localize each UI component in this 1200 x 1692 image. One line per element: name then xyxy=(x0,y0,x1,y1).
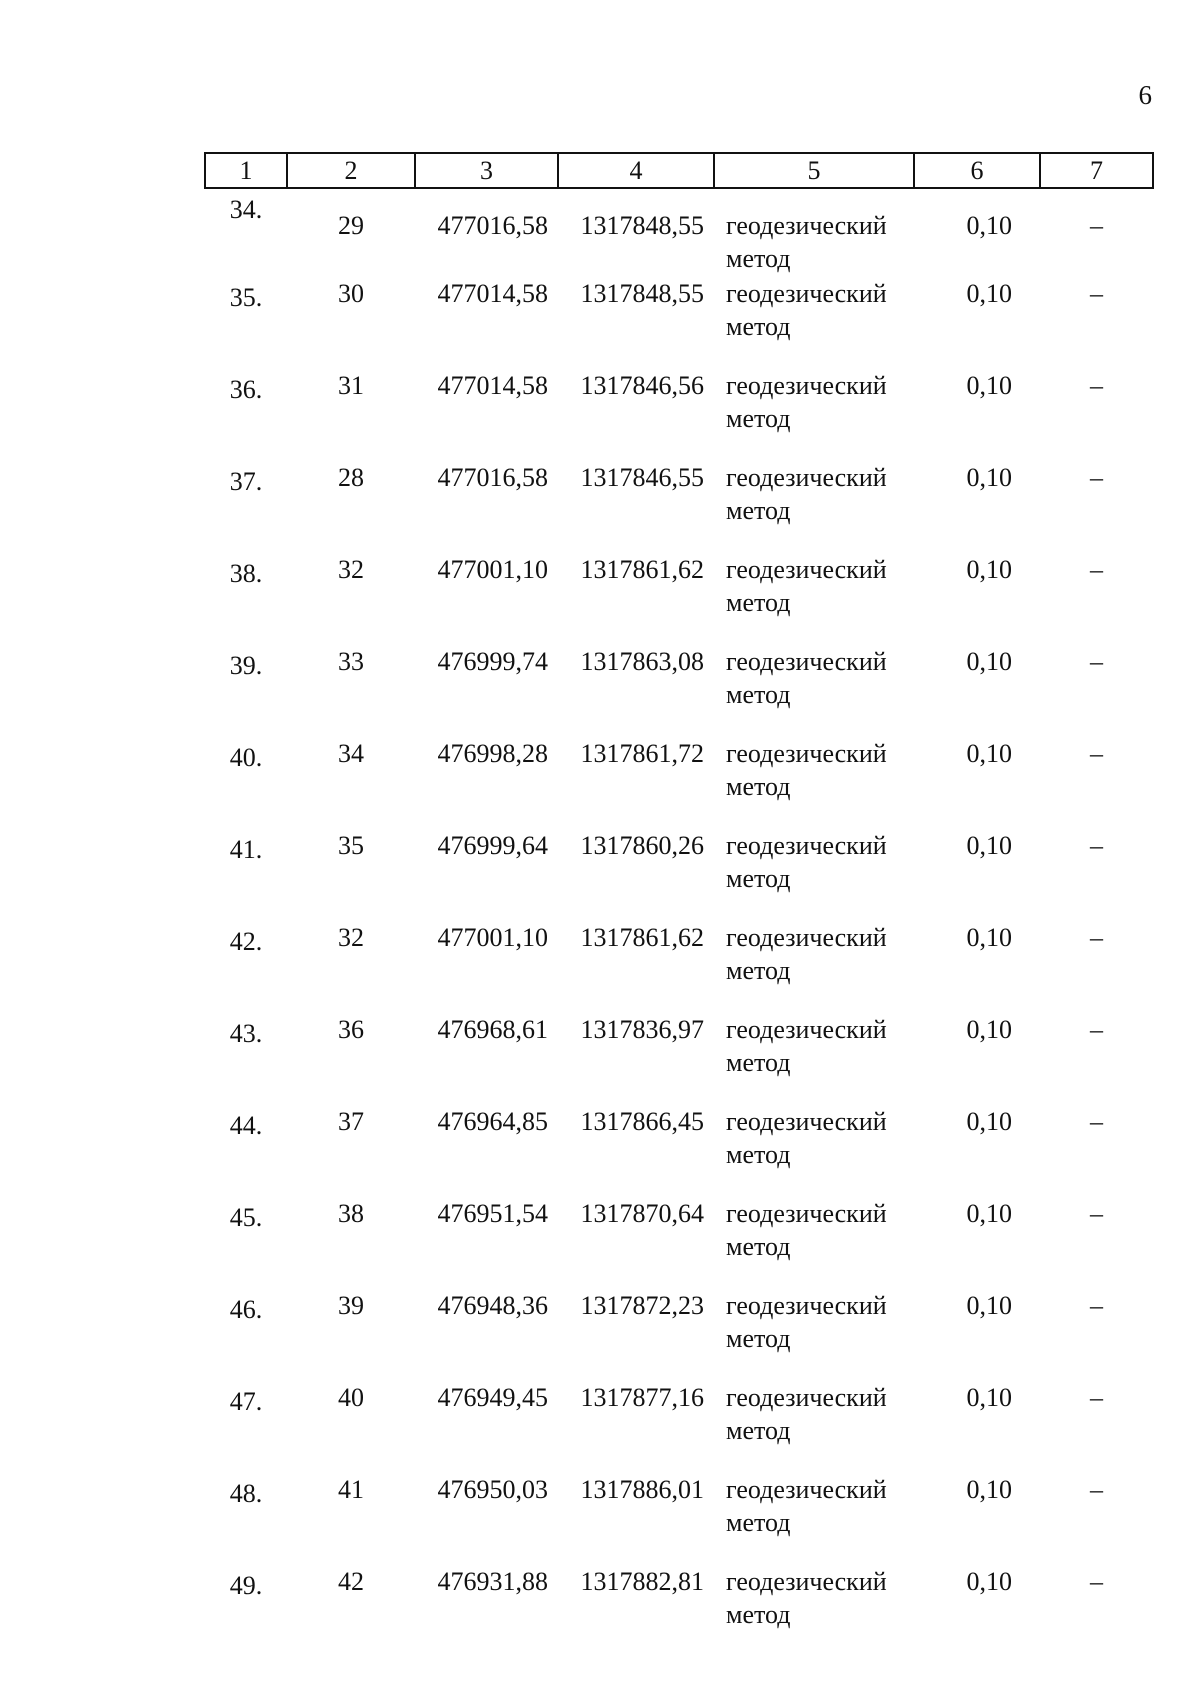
coordinate-y-cell: 1317872,23 xyxy=(580,1291,704,1320)
method-line-1: геодезический xyxy=(726,1291,887,1320)
method-line-1: геодезический xyxy=(726,739,887,768)
method-line-1: геодезический xyxy=(726,211,887,240)
row-number-cell: 41. xyxy=(229,835,263,864)
coordinate-x-cell: 476964,85 xyxy=(437,1107,548,1136)
method-line-1: геодезический xyxy=(726,647,887,676)
coordinate-x-cell: 476931,88 xyxy=(437,1567,548,1596)
coordinate-y-cell: 1317886,01 xyxy=(580,1475,704,1504)
method-cell xyxy=(714,1013,914,1105)
method-line-1: геодезический xyxy=(726,279,887,308)
row-number-cell: 48. xyxy=(229,1479,263,1508)
table-row xyxy=(205,461,1153,553)
note-cell: – xyxy=(1090,1015,1103,1044)
note-cell: – xyxy=(1090,1383,1103,1412)
method-line-1: геодезический xyxy=(726,923,887,952)
coordinate-x-cell: 476999,64 xyxy=(437,831,548,860)
table-row xyxy=(205,1289,1153,1381)
point-number-cell: 34 xyxy=(338,739,364,768)
note-cell: – xyxy=(1090,279,1103,308)
point-number-cell: 30 xyxy=(338,279,364,308)
page-number: 6 xyxy=(1138,80,1152,110)
coordinate-x-cell: 477001,10 xyxy=(437,923,548,952)
row-number-cell: 40. xyxy=(229,743,263,772)
row-number-cell: 42. xyxy=(229,927,263,956)
row-number-cell: 35. xyxy=(229,283,263,312)
point-number-cell: 37 xyxy=(338,1107,364,1136)
table-row xyxy=(205,737,1153,829)
method-cell xyxy=(714,737,914,829)
coordinate-x-cell: 476999,74 xyxy=(437,647,548,676)
note-cell: – xyxy=(1090,831,1103,860)
point-number-cell: 29 xyxy=(338,211,364,240)
method-line-2: метод xyxy=(726,312,791,341)
note-cell: – xyxy=(1090,211,1103,240)
coordinates-table xyxy=(204,152,1154,1657)
note-cell: – xyxy=(1090,923,1103,952)
coordinate-x-cell: 476998,28 xyxy=(437,739,548,768)
table-header-row xyxy=(205,153,1153,188)
note-cell: – xyxy=(1090,1567,1103,1596)
method-cell xyxy=(714,921,914,1013)
method-line-2: метод xyxy=(726,772,791,801)
coordinate-x-cell: 476950,03 xyxy=(437,1475,548,1504)
table-row xyxy=(205,921,1153,1013)
method-cell xyxy=(714,1473,914,1565)
table-row xyxy=(205,829,1153,921)
coordinate-x-cell: 476948,36 xyxy=(437,1291,548,1320)
method-line-2: метод xyxy=(726,1232,791,1261)
note-cell: – xyxy=(1090,555,1103,584)
coordinate-y-cell: 1317848,55 xyxy=(580,211,704,240)
method-line-2: метод xyxy=(726,1140,791,1169)
method-cell xyxy=(714,277,914,369)
row-number-cell: 49. xyxy=(229,1571,263,1600)
note-cell: – xyxy=(1090,1199,1103,1228)
method-line-2: метод xyxy=(726,588,791,617)
table-row xyxy=(205,553,1153,645)
coordinate-y-cell: 1317846,55 xyxy=(580,463,704,492)
note-cell: – xyxy=(1090,739,1103,768)
method-line-1: геодезический xyxy=(726,1107,887,1136)
accuracy-cell: 0,10 xyxy=(966,555,1012,584)
method-line-1: геодезический xyxy=(726,555,887,584)
accuracy-cell: 0,10 xyxy=(966,1107,1012,1136)
method-line-1: геодезический xyxy=(726,1199,887,1228)
point-number-cell: 39 xyxy=(338,1291,364,1320)
point-number-cell: 33 xyxy=(338,647,364,676)
coordinate-x-cell: 476968,61 xyxy=(437,1015,548,1044)
accuracy-cell: 0,10 xyxy=(966,1475,1012,1504)
coordinate-x-cell: 476949,45 xyxy=(437,1383,548,1412)
method-cell xyxy=(714,1105,914,1197)
table-row xyxy=(205,1381,1153,1473)
point-number-cell: 41 xyxy=(338,1475,364,1504)
point-number-cell: 36 xyxy=(338,1015,364,1044)
row-number-cell: 45. xyxy=(229,1203,263,1232)
coordinate-x-cell: 477014,58 xyxy=(437,279,548,308)
column-header: 2 xyxy=(287,153,415,188)
point-number-cell: 35 xyxy=(338,831,364,860)
method-line-2: метод xyxy=(726,1324,791,1353)
coordinate-y-cell: 1317861,72 xyxy=(580,739,704,768)
accuracy-cell: 0,10 xyxy=(966,647,1012,676)
point-number-cell: 42 xyxy=(338,1567,364,1596)
method-cell xyxy=(714,553,914,645)
table-row xyxy=(205,369,1153,461)
method-line-2: метод xyxy=(726,956,791,985)
note-cell: – xyxy=(1090,647,1103,676)
coordinate-y-cell: 1317861,62 xyxy=(580,555,704,584)
row-number-cell: 39. xyxy=(229,651,263,680)
accuracy-cell: 0,10 xyxy=(966,371,1012,400)
table-row xyxy=(205,1105,1153,1197)
table-row xyxy=(205,645,1153,737)
column-header: 4 xyxy=(558,153,714,188)
point-number-cell: 40 xyxy=(338,1383,364,1412)
accuracy-cell: 0,10 xyxy=(966,211,1012,240)
method-line-2: метод xyxy=(726,864,791,893)
column-header: 6 xyxy=(914,153,1040,188)
method-line-1: геодезический xyxy=(726,1383,887,1412)
table-row xyxy=(205,1013,1153,1105)
accuracy-cell: 0,10 xyxy=(966,1383,1012,1412)
method-cell xyxy=(714,829,914,921)
method-line-2: метод xyxy=(726,244,791,273)
accuracy-cell: 0,10 xyxy=(966,923,1012,952)
point-number-cell: 32 xyxy=(338,923,364,952)
point-number-cell: 28 xyxy=(338,463,364,492)
column-header: 7 xyxy=(1040,153,1153,188)
method-line-2: метод xyxy=(726,1416,791,1445)
column-header: 3 xyxy=(415,153,558,188)
table-row xyxy=(205,1473,1153,1565)
row-number-cell: 34. xyxy=(229,195,263,224)
method-line-2: метод xyxy=(726,680,791,709)
note-cell: – xyxy=(1090,1291,1103,1320)
coordinate-x-cell: 476951,54 xyxy=(437,1199,548,1228)
column-header: 5 xyxy=(714,153,914,188)
note-cell: – xyxy=(1090,1475,1103,1504)
accuracy-cell: 0,10 xyxy=(966,1567,1012,1596)
coordinate-y-cell: 1317870,64 xyxy=(580,1199,704,1228)
row-number-cell: 47. xyxy=(229,1387,263,1416)
row-number-cell: 46. xyxy=(229,1295,263,1324)
method-cell xyxy=(714,1289,914,1381)
point-number-cell: 31 xyxy=(338,371,364,400)
accuracy-cell: 0,10 xyxy=(966,279,1012,308)
accuracy-cell: 0,10 xyxy=(966,463,1012,492)
coordinate-y-cell: 1317866,45 xyxy=(580,1107,704,1136)
row-number-cell: 36. xyxy=(229,375,263,404)
row-number-cell: 37. xyxy=(229,467,263,496)
method-cell xyxy=(714,188,914,277)
column-header: 1 xyxy=(205,153,287,188)
method-cell xyxy=(714,369,914,461)
method-line-1: геодезический xyxy=(726,371,887,400)
method-line-2: метод xyxy=(726,1508,791,1537)
method-line-1: геодезический xyxy=(726,831,887,860)
coordinate-y-cell: 1317860,26 xyxy=(580,831,704,860)
table-row xyxy=(205,1565,1153,1657)
method-cell xyxy=(714,461,914,553)
coordinate-x-cell: 477001,10 xyxy=(437,555,548,584)
coordinate-y-cell: 1317861,62 xyxy=(580,923,704,952)
point-number-cell: 32 xyxy=(338,555,364,584)
accuracy-cell: 0,10 xyxy=(966,739,1012,768)
method-cell xyxy=(714,645,914,737)
table-row xyxy=(205,277,1153,369)
coordinate-y-cell: 1317836,97 xyxy=(580,1015,704,1044)
method-line-1: геодезический xyxy=(726,463,887,492)
coordinate-x-cell: 477016,58 xyxy=(437,463,548,492)
method-line-2: метод xyxy=(726,1048,791,1077)
coordinate-x-cell: 477016,58 xyxy=(437,211,548,240)
coordinate-y-cell: 1317877,16 xyxy=(580,1383,704,1412)
row-number-cell: 38. xyxy=(229,559,263,588)
table-body xyxy=(205,188,1153,1657)
method-line-1: геодезический xyxy=(726,1015,887,1044)
method-line-2: метод xyxy=(726,1600,791,1629)
accuracy-cell: 0,10 xyxy=(966,1015,1012,1044)
note-cell: – xyxy=(1090,463,1103,492)
row-number-cell: 43. xyxy=(229,1019,263,1048)
table-row xyxy=(205,1197,1153,1289)
coordinate-y-cell: 1317848,55 xyxy=(580,279,704,308)
point-number-cell: 38 xyxy=(338,1199,364,1228)
note-cell: – xyxy=(1090,1107,1103,1136)
coordinate-y-cell: 1317863,08 xyxy=(580,647,704,676)
table-row xyxy=(205,188,1153,277)
row-number-cell: 44. xyxy=(229,1111,263,1140)
accuracy-cell: 0,10 xyxy=(966,831,1012,860)
method-line-1: геодезический xyxy=(726,1475,887,1504)
accuracy-cell: 0,10 xyxy=(966,1291,1012,1320)
method-line-1: геодезический xyxy=(726,1567,887,1596)
method-cell xyxy=(714,1565,914,1657)
coordinate-y-cell: 1317846,56 xyxy=(580,371,704,400)
coordinate-x-cell: 477014,58 xyxy=(437,371,548,400)
method-line-2: метод xyxy=(726,496,791,525)
method-cell xyxy=(714,1197,914,1289)
method-cell xyxy=(714,1381,914,1473)
coordinate-y-cell: 1317882,81 xyxy=(580,1567,704,1596)
note-cell: – xyxy=(1090,371,1103,400)
accuracy-cell: 0,10 xyxy=(966,1199,1012,1228)
method-line-2: метод xyxy=(726,404,791,433)
